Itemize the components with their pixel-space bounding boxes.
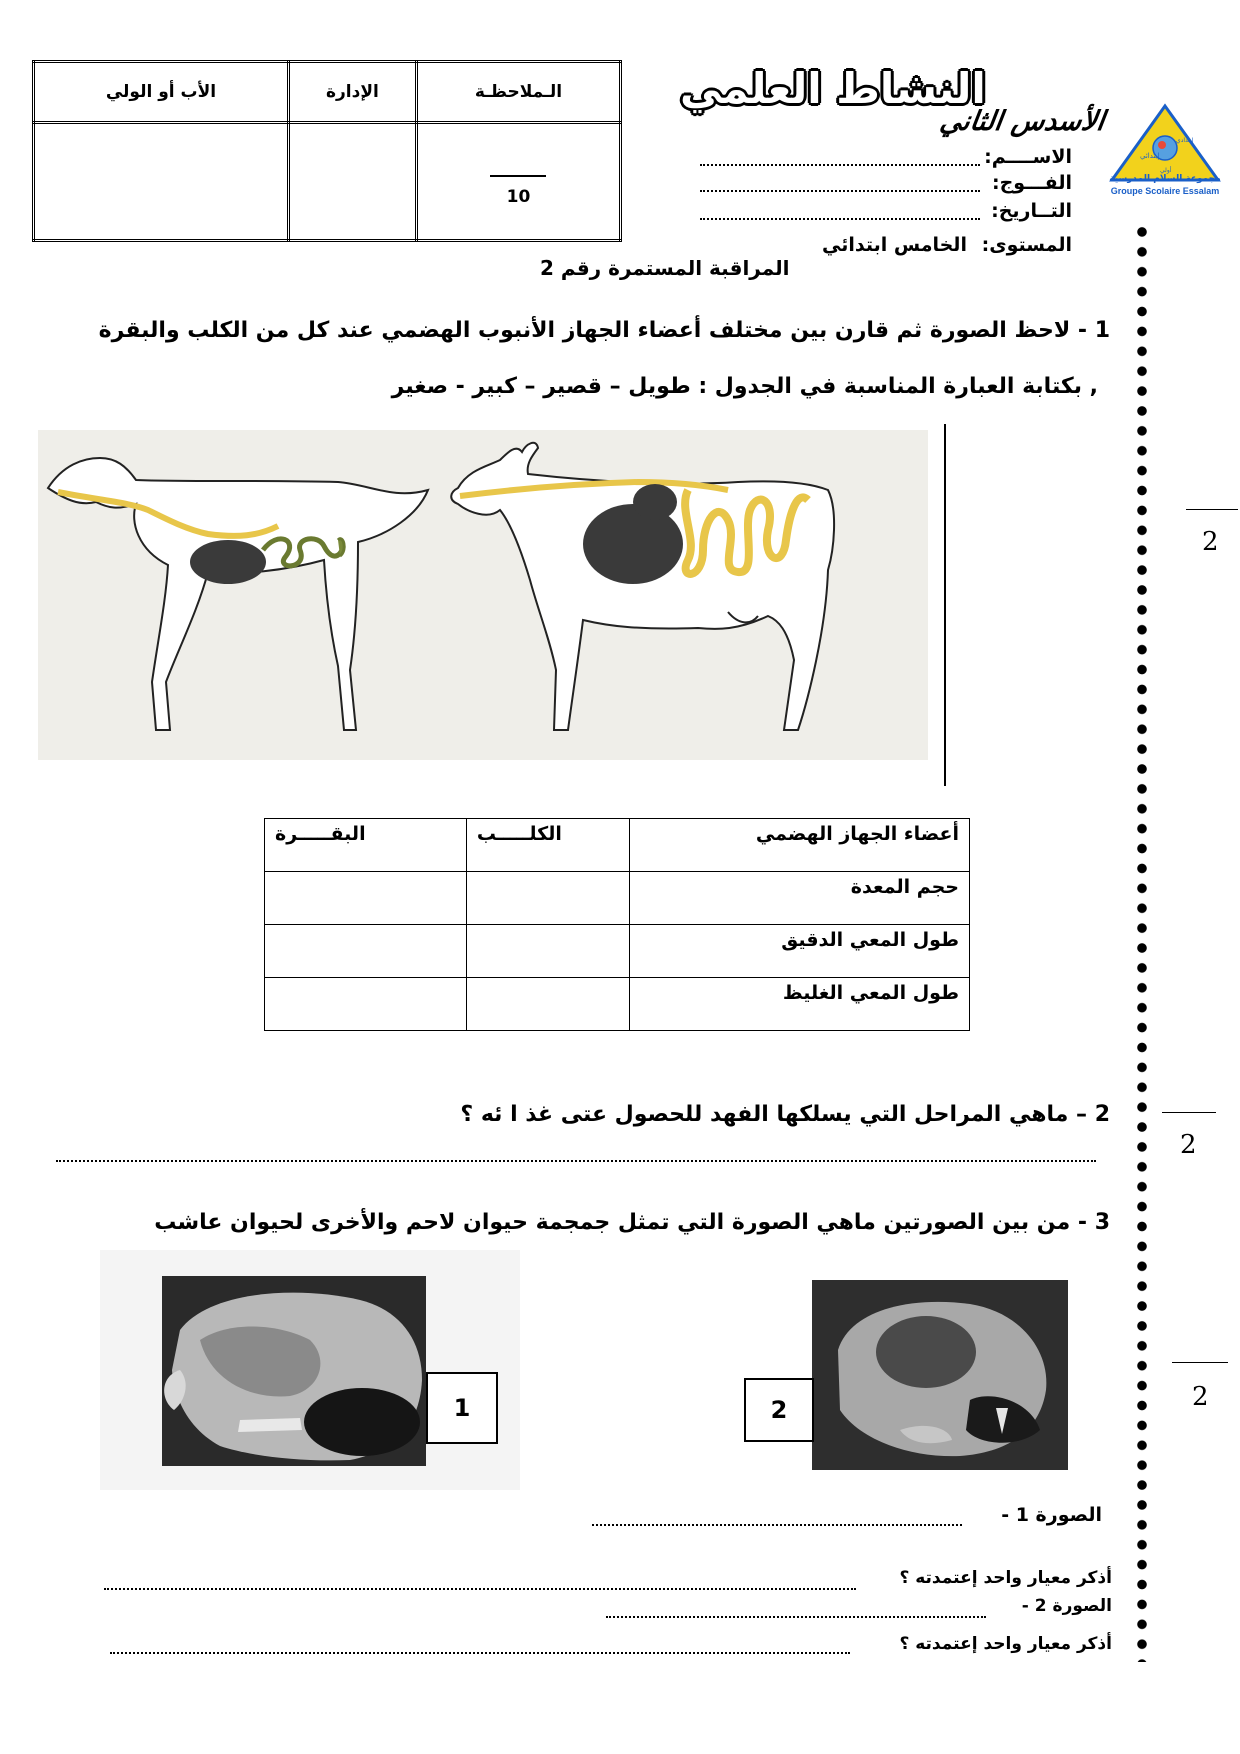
semester-title: الأسدس الثاني bbox=[937, 106, 1107, 137]
grade-parent-signature[interactable] bbox=[34, 123, 289, 241]
picture-2-label: 2 bbox=[744, 1378, 814, 1442]
dog-cow-digestive-icon bbox=[38, 430, 928, 760]
logo-badge-text-2: إعدادي bbox=[1176, 137, 1194, 144]
grade-table bbox=[32, 60, 622, 242]
date-label: التــاريخ: bbox=[991, 200, 1072, 222]
level-label: المستوى: bbox=[981, 234, 1072, 256]
question3-text: 3 - من بين الصورتين ماهي الصورة التي تمثل جمجمة حيوان لاحم والأخرى لحيوان عاشب bbox=[154, 1210, 1110, 1235]
logo-badge-text: إبتدائي bbox=[1140, 152, 1160, 160]
grade-admin-signature[interactable] bbox=[288, 123, 416, 241]
school-logo bbox=[1106, 102, 1224, 202]
table-header-cow: البقـــــرة bbox=[265, 819, 467, 872]
answer-dog-large-intestine[interactable] bbox=[466, 978, 629, 1031]
grade-score-cell[interactable] bbox=[416, 123, 620, 241]
question2-score bbox=[1162, 1110, 1216, 1170]
answer1-field[interactable] bbox=[592, 1524, 962, 1526]
picture-1-label: 1 bbox=[426, 1372, 498, 1444]
row-stomach-size: حجم المعدة bbox=[630, 872, 970, 925]
criterion2-field[interactable] bbox=[110, 1652, 850, 1654]
question2-answer-field[interactable] bbox=[56, 1160, 1096, 1162]
level-row bbox=[822, 234, 1072, 256]
logo-school-name: مجموعة السلام المدرسية bbox=[1109, 174, 1221, 184]
grade-col-note: الـملاحظـة bbox=[416, 62, 620, 123]
answer-cow-large-intestine[interactable] bbox=[265, 978, 467, 1031]
question2-score-value: 2 bbox=[1180, 1130, 1197, 1160]
skull-1-icon bbox=[100, 1250, 520, 1490]
table-row bbox=[265, 872, 970, 925]
criterion1-field[interactable] bbox=[104, 1588, 856, 1590]
table-row bbox=[265, 925, 970, 978]
name-label: الاســــم: bbox=[984, 146, 1072, 168]
question3-score-value: 2 bbox=[1192, 1382, 1209, 1412]
question1-score-value: 2 bbox=[1202, 527, 1219, 557]
table-header-row bbox=[265, 819, 970, 872]
row-large-intestine: طول المعي الغليظ bbox=[630, 978, 970, 1031]
answer-dog-small-intestine[interactable] bbox=[466, 925, 629, 978]
logo-badge-text-3: أولي bbox=[1160, 167, 1172, 174]
table-row bbox=[265, 978, 970, 1031]
page-title: النشاط العلمي bbox=[680, 64, 986, 113]
answer1-label: الصورة 1 - bbox=[1001, 1504, 1102, 1526]
question2-text: 2 – ماهي المراحل التي يسلكها الفهد للحصول عتى غذ ا ئه ؟ bbox=[460, 1102, 1110, 1127]
margin-dot-line bbox=[1137, 222, 1147, 1662]
question1-score bbox=[1186, 505, 1238, 565]
answer-dog-stomach[interactable] bbox=[466, 872, 629, 925]
skull-photo-1 bbox=[100, 1250, 520, 1490]
answer-cow-small-intestine[interactable] bbox=[265, 925, 467, 978]
digestive-comparison-table bbox=[264, 818, 970, 1031]
table-header-dog: الكلـــــب bbox=[466, 819, 629, 872]
score-total: 10 bbox=[506, 186, 531, 207]
question1-line1: 1 - لاحظ الصورة ثم قارن بين مختلف أعضاء الجهاز الأنبوب الهضمي عند كل من الكلب والبقرة bbox=[98, 318, 1110, 343]
digestive-system-illustration bbox=[38, 430, 928, 760]
row-small-intestine: طول المعي الدقيق bbox=[630, 925, 970, 978]
table-header-organs: أعضاء الجهاز الهضمي bbox=[630, 819, 970, 872]
question3-score bbox=[1172, 1356, 1228, 1416]
level-value: الخامس ابتدائي bbox=[822, 234, 967, 256]
skull-photo-2 bbox=[740, 1280, 1070, 1480]
answer-cow-stomach[interactable] bbox=[265, 872, 467, 925]
criterion1-label: أذكر معيار واحد إعتمدته ؟ bbox=[899, 1568, 1112, 1588]
date-field[interactable] bbox=[700, 218, 980, 220]
grade-col-parent: الأب أو الولي bbox=[34, 62, 289, 123]
criterion2-label: أذكر معيار واحد إعتمدته ؟ bbox=[899, 1634, 1112, 1654]
name-field[interactable] bbox=[700, 164, 980, 166]
illustration-divider bbox=[944, 424, 946, 786]
question1-line2: , بكتابة العبارة المناسبة في الجدول : طويل – قصير – كبير - صغير bbox=[391, 374, 1098, 399]
grade-col-admin: الإدارة bbox=[288, 62, 416, 123]
answer2-field[interactable] bbox=[606, 1616, 986, 1618]
group-label: الفـــوج: bbox=[991, 172, 1072, 194]
answer2-label: الصورة 2 - bbox=[1021, 1596, 1112, 1616]
exam-subtitle: المراقبة المستمرة رقم 2 bbox=[540, 256, 790, 280]
group-field[interactable] bbox=[700, 190, 980, 192]
logo-school-french: Groupe Scolaire Essalam bbox=[1110, 186, 1220, 196]
